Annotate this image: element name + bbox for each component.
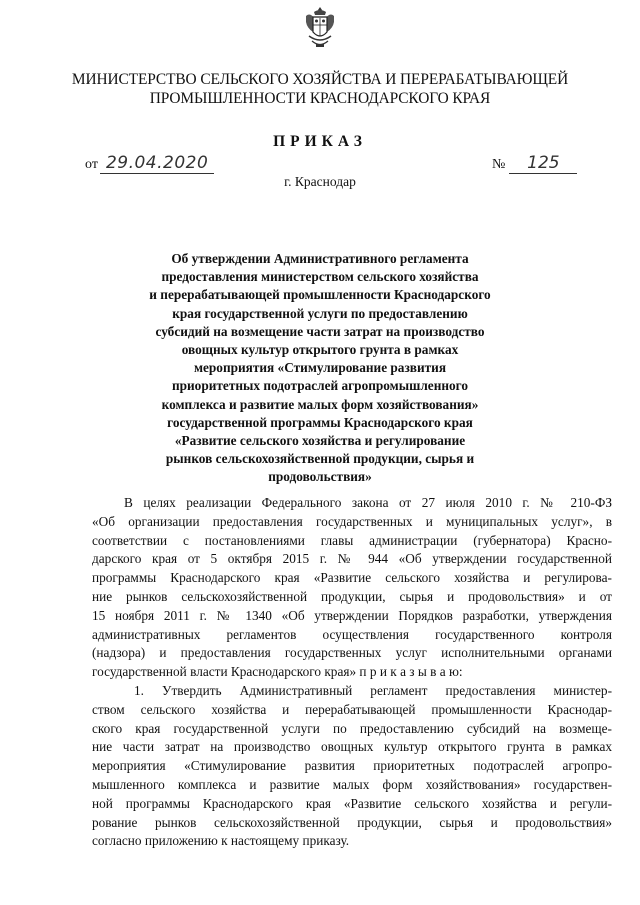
body-line: ством сельского хозяйства и перерабатывающей промышленности Краснодар- <box>92 701 612 717</box>
body-line: соответствии с постановлениями главы администрации (губернатора) Красно- <box>92 532 612 548</box>
ministry-name <box>60 70 580 108</box>
order-title: ПРИКАЗ <box>273 133 367 150</box>
subject-line: края государственной услуги по предоставлению <box>172 305 468 321</box>
subject-line: рынков сельскохозяйственной продукции, сырья и <box>165 451 475 467</box>
order-number <box>492 153 577 174</box>
order-date-value: 29.04.2020 <box>100 153 214 174</box>
order-subject <box>120 250 520 487</box>
subject-line: овощных культур открытого грунта в рамках <box>181 342 459 358</box>
body-line: согласно приложению к настоящему приказу. <box>92 833 350 849</box>
body-line: «Об организации предоставления государственных и муниципальных услуг», в <box>92 513 612 529</box>
date-prefix: от <box>85 157 98 172</box>
subject-line: продовольствия» <box>268 469 372 485</box>
body-line: административных регламентов осуществления государственного контроля <box>92 626 612 642</box>
subject-line: «Развитие сельского хозяйства и регулирование <box>174 433 466 449</box>
order-body <box>92 494 612 851</box>
subject-line: комплекса и развитие малых форм хозяйствования» <box>161 396 479 412</box>
body-line: ние рынков сельскохозяйственной продукции, сырья и продовольствия» и от <box>92 588 612 604</box>
ministry-name-line: ПРОМЫШЛЕННОСТИ КРАСНОДАРСКОГО КРАЯ <box>149 90 491 107</box>
coat-of-arms-icon <box>303 6 337 50</box>
city: г. Краснодар <box>284 174 356 189</box>
subject-line: субсидий на возмещение части затрат на производство <box>155 323 485 339</box>
body-line: ной программы Краснодарского края «Развитие сельского хозяйства и регули- <box>92 795 612 811</box>
subject-line: Об утверждении Административного регламента <box>171 251 469 266</box>
subject-line: государственной программы Краснодарского края <box>167 414 473 430</box>
body-line: 1. Утвердить Административный регламент предоставления министер- <box>134 682 612 698</box>
subject-line: предоставления министерством сельского хозяйства <box>161 269 479 285</box>
body-line: рование рынков сельскохозяйственной продукции, сырья и продовольствия» <box>92 814 612 830</box>
order-date <box>85 153 214 174</box>
body-line: дарского края от 5 октября 2015 г. № 944 «Об утверждении государственной <box>92 551 612 567</box>
body-line: (надзора) и предоставления государственных услуг исполнительными органами <box>92 645 612 661</box>
body-line: ние части затрат на производство овощных культур открытого грунта в рамках <box>92 739 612 755</box>
subject-line: приоритетных подотраслей агропромышленного <box>171 378 469 394</box>
body-line: ского края государственной услуги по предоставлению субсидий на возмеще- <box>92 720 612 736</box>
body-line: мышленного комплекса и развитие малых форм хозяйствования» государствен- <box>92 776 612 792</box>
number-prefix: № <box>492 157 506 172</box>
subject-line: мероприятия «Стимулирование развития <box>193 360 447 376</box>
body-line: В целях реализации Федерального закона от 27 июля 2010 г. № 210-ФЗ <box>124 495 612 510</box>
body-line: программы Краснодарского края «Развитие сельского хозяйства и регулирова- <box>92 570 612 586</box>
body-line: государственной власти Краснодарского края» п р и к а з ы в а ю: <box>92 664 463 680</box>
body-line: 15 ноября 2011 г. № 1340 «Об утверждении Порядков разработки, утверждения <box>92 607 612 623</box>
ministry-name-line: МИНИСТЕРСТВО СЕЛЬСКОГО ХОЗЯЙСТВА И ПЕРЕРАБАТЫВАЮЩЕЙ <box>71 71 569 88</box>
order-number-value: 125 <box>509 153 577 174</box>
body-line: мероприятия «Стимулирование развития приоритетных подотраслей агропро- <box>92 758 612 774</box>
subject-line: и перерабатывающей промышленности Краснодарского <box>149 287 491 303</box>
